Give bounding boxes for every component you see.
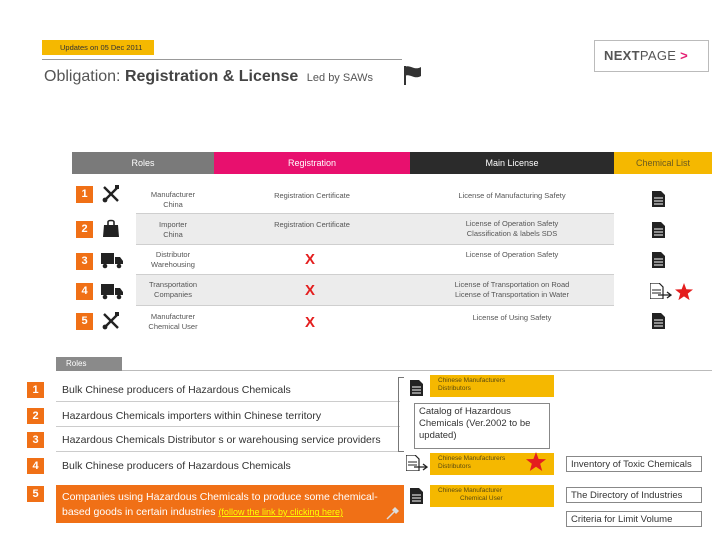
license-line: License of Operation Safety	[465, 250, 559, 259]
row-divider	[136, 213, 614, 214]
not-required-x-mark: X	[305, 251, 316, 268]
box-line: Chinese Manufacturer	[438, 487, 502, 494]
role-line: China	[163, 230, 183, 239]
row-role-cell	[140, 280, 206, 300]
registration-cell: Registration Certificate	[274, 220, 350, 229]
role-line: Chemical User	[148, 322, 198, 331]
tools-icon	[102, 185, 120, 203]
role-line: Distributor	[155, 250, 191, 259]
column-header-registration: Registration	[214, 152, 410, 174]
update-date-tab: Updates on 05 Dec 2011	[42, 40, 154, 55]
document-edit-icon[interactable]	[650, 283, 672, 299]
row-role-cell	[140, 250, 206, 270]
box-line: Chinese Manufacturers	[438, 377, 506, 384]
row-role-cell	[140, 190, 206, 210]
document-icon[interactable]	[410, 488, 423, 504]
star-icon	[526, 452, 546, 472]
grouping-bracket	[398, 377, 404, 452]
role-number-badge: 1	[27, 382, 44, 398]
title-main: Registration & License	[124, 68, 299, 85]
role-description: Hazardous Chemicals importers within Chinese territory	[62, 410, 322, 422]
role-description: Hazardous Chemicals Distributor s or warehousing service providers	[62, 434, 381, 446]
document-icon[interactable]	[652, 191, 665, 207]
role-description	[62, 490, 392, 520]
not-required-x-mark: X	[305, 282, 316, 299]
license-cell	[420, 313, 604, 323]
roles-divider	[122, 370, 712, 371]
box-line: Distributors	[438, 463, 471, 470]
truck-icon	[101, 251, 123, 269]
document-icon[interactable]	[652, 313, 665, 329]
role-divider	[56, 451, 400, 452]
row-number-badge: 1	[76, 186, 93, 203]
next-page-button[interactable]	[594, 40, 709, 72]
registration-cell: Registration Certificate	[274, 191, 350, 200]
chevron-right-icon: >	[680, 48, 689, 63]
license-line: Classification & labels SDS	[466, 229, 558, 238]
box-line: Chinese Manufacturers	[438, 455, 506, 462]
row-divider	[136, 305, 614, 306]
role-line: Transportation	[148, 280, 198, 289]
role-line: Manufacturer	[150, 312, 196, 321]
role-number-badge: 2	[27, 408, 44, 424]
row-divider	[136, 274, 614, 275]
tools-icon	[102, 312, 120, 330]
license-cell	[420, 191, 604, 201]
link-pin-icon[interactable]	[386, 506, 400, 520]
column-header-main-license: Main License	[410, 152, 614, 174]
role-line: Importer	[159, 220, 187, 229]
truck-icon	[101, 282, 123, 300]
column-header-roles: Roles	[72, 152, 214, 174]
role-divider	[56, 401, 400, 402]
role-description: Bulk Chinese producers of Hazardous Chemicals	[62, 384, 291, 396]
title-divider	[42, 59, 402, 60]
directory-of-industries-box[interactable]: The Directory of Industries	[566, 487, 702, 503]
role-divider	[56, 426, 400, 427]
role-number-badge: 4	[27, 458, 44, 474]
row-role-cell	[140, 312, 206, 332]
role-line: Companies	[154, 290, 192, 299]
industries-link[interactable]: (follow the link by clicking here)	[218, 507, 343, 517]
role-line: Warehousing	[151, 260, 195, 269]
chinese-manufacturer-user-box	[430, 485, 554, 507]
row-divider	[136, 244, 614, 245]
box-line: Distributors	[438, 385, 471, 392]
flag-icon	[402, 64, 422, 86]
row-role-cell	[140, 220, 206, 240]
box-line: Chemical User	[460, 495, 503, 502]
not-required-x-mark: X	[305, 314, 316, 331]
row-number-badge: 3	[76, 253, 93, 270]
catalog-box: Catalog of Hazardous Chemicals (Ver.2002 to be updated)	[414, 403, 550, 449]
license-line: License of Using Safety	[472, 313, 552, 322]
role-line: China	[163, 200, 183, 209]
role-line: Manufacturer	[150, 190, 196, 199]
title-prefix: Obligation:	[44, 68, 121, 85]
license-cell	[420, 250, 604, 260]
inventory-toxic-chemicals-box[interactable]: Inventory of Toxic Chemicals	[566, 456, 702, 472]
license-line: License of Operation Safety	[465, 219, 559, 228]
license-line: License of Transportation on Road	[454, 280, 570, 289]
license-line: License of Manufacturing Safety	[458, 191, 566, 200]
page-title	[44, 68, 373, 86]
license-cell	[420, 219, 604, 239]
role-description: Bulk Chinese producers of Hazardous Chemicals	[62, 460, 291, 472]
row-number-badge: 5	[76, 313, 93, 330]
role-description-text: Companies using Hazardous Chemicals to produce some chemical-based goods in certain industries	[62, 491, 378, 518]
title-led-by: Led by SAWs	[306, 72, 374, 84]
row-number-badge: 2	[76, 221, 93, 238]
bag-icon	[102, 219, 120, 237]
star-icon	[675, 283, 693, 301]
criteria-limit-volume-box[interactable]: Criteria for Limit Volume	[566, 511, 702, 527]
next-label-rest: PAGE	[639, 48, 677, 63]
role-number-badge: 3	[27, 432, 44, 448]
document-icon[interactable]	[410, 380, 423, 396]
role-number-badge: 5	[27, 486, 44, 502]
chinese-manufacturers-box	[430, 375, 554, 397]
roles-section-tab: Roles	[56, 357, 122, 371]
license-cell	[420, 280, 604, 300]
next-label-bold: NEXT	[604, 48, 640, 63]
document-icon[interactable]	[652, 222, 665, 238]
license-line: License of Transportation in Water	[455, 290, 569, 299]
document-icon[interactable]	[652, 252, 665, 268]
document-edit-icon[interactable]	[406, 455, 428, 471]
row-number-badge: 4	[76, 283, 93, 300]
column-header-chemical-list: Chemical List	[614, 152, 712, 174]
